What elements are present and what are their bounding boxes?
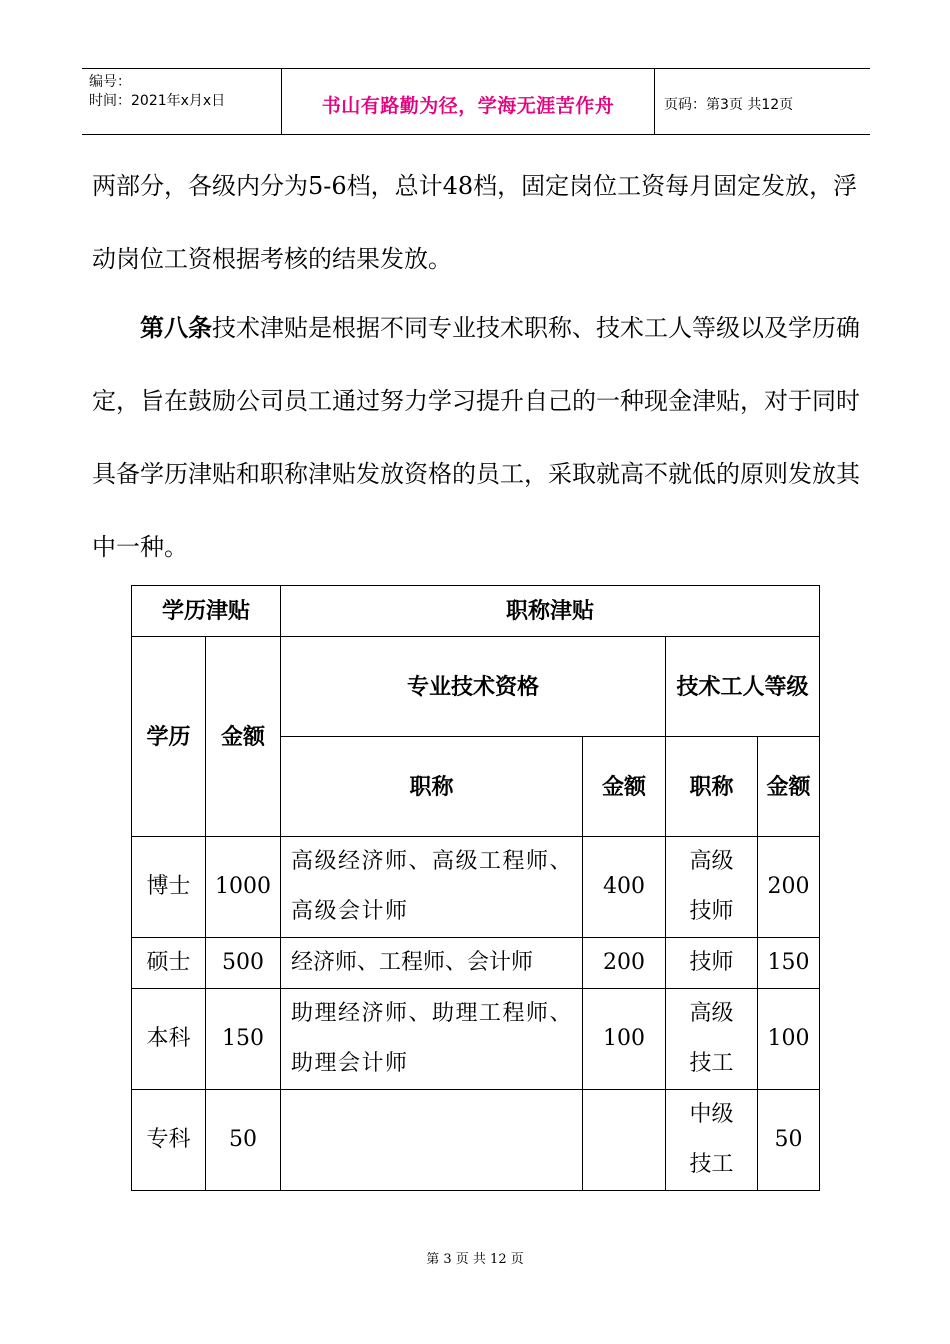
- edu-amount-cell: 1000: [206, 837, 281, 938]
- worker-amount-cell: 100: [758, 989, 820, 1090]
- edu-cell: 博士: [132, 837, 206, 938]
- pro-title-cell: 经济师、工程师、会计师: [281, 938, 583, 989]
- edu-amount-cell: 50: [206, 1090, 281, 1191]
- pro-amount-header: 金额: [583, 737, 666, 837]
- paragraph-2-text: [92, 291, 862, 584]
- time-label: 时间：2021年x月x日: [89, 93, 226, 109]
- worker-title-cell: 高级技师: [666, 837, 758, 938]
- edu-amount-header: 金额: [206, 637, 281, 837]
- edu-cell: 硕士: [132, 938, 206, 989]
- pro-amount-cell: 100: [583, 989, 666, 1090]
- pro-amount-cell: 200: [583, 938, 666, 989]
- worker-title-cell: 技师: [666, 938, 758, 989]
- article-number: 第八条: [140, 313, 212, 342]
- worker-grade-header: 技术工人等级: [666, 637, 820, 737]
- page-footer: 第 3 页 共 12 页: [426, 1252, 524, 1267]
- table-row: [132, 1090, 820, 1191]
- pro-amount-cell: [583, 1090, 666, 1191]
- education-header: 学历: [132, 637, 206, 837]
- allowance-table: [131, 585, 820, 1191]
- worker-amount-cell: 150: [758, 938, 820, 989]
- motto: 书山有路勤为径，学海无涯苦作舟: [321, 95, 615, 117]
- table-row: [132, 989, 820, 1090]
- number-label: 编号：: [89, 74, 131, 90]
- worker-title-cell: 中级技工: [666, 1090, 758, 1191]
- edu-allowance-header: 学历津贴: [132, 586, 281, 637]
- page-header: [82, 68, 870, 135]
- edu-cell: 专科: [132, 1090, 206, 1191]
- paragraph-1-text: 两部分，各级内分为5-6档，总计48档，固定岗位工资每月固定发放，浮动岗位工资根据考核的结果发放。: [92, 172, 858, 273]
- table-header-row-1: [132, 586, 820, 637]
- pro-title-header: 职称: [281, 737, 583, 837]
- worker-amount-header: 金额: [758, 737, 820, 837]
- table-header-row-2: [132, 637, 820, 737]
- pro-title-cell: 助理经济师、助理工程师、助理会计师: [281, 989, 583, 1090]
- worker-amount-cell: 200: [758, 837, 820, 938]
- table-row: [132, 837, 820, 938]
- edu-cell: 本科: [132, 989, 206, 1090]
- worker-title-cell: 高级技工: [666, 989, 758, 1090]
- edu-amount-cell: 150: [206, 989, 281, 1090]
- paragraph-2: [92, 291, 862, 584]
- professional-qualification-header: 专业技术资格: [281, 637, 666, 737]
- article-text: 技术津贴是根据不同专业技术职称、技术工人等级以及学历确定，旨在鼓励公司员工通过努力学习提升自己的一种现金津贴，对于同时具备学历津贴和职称津贴发放资格的员工，采取就高不就低的原则发放其中一种。: [92, 314, 860, 561]
- pro-amount-cell: 400: [583, 837, 666, 938]
- pro-title-cell: 高级经济师、高级工程师、高级会计师: [281, 837, 583, 938]
- header-meta: [82, 69, 282, 134]
- page-number-label: 页码：第3页 共12页: [664, 97, 794, 113]
- header-page-cell: [655, 69, 870, 134]
- header-motto-cell: [282, 69, 655, 134]
- title-allowance-header: 职称津贴: [281, 586, 820, 637]
- worker-amount-cell: 50: [758, 1090, 820, 1191]
- paragraph-1: [92, 150, 862, 296]
- edu-amount-cell: 500: [206, 938, 281, 989]
- worker-title-header: 职称: [666, 737, 758, 837]
- pro-title-cell: [281, 1090, 583, 1191]
- table-row: [132, 938, 820, 989]
